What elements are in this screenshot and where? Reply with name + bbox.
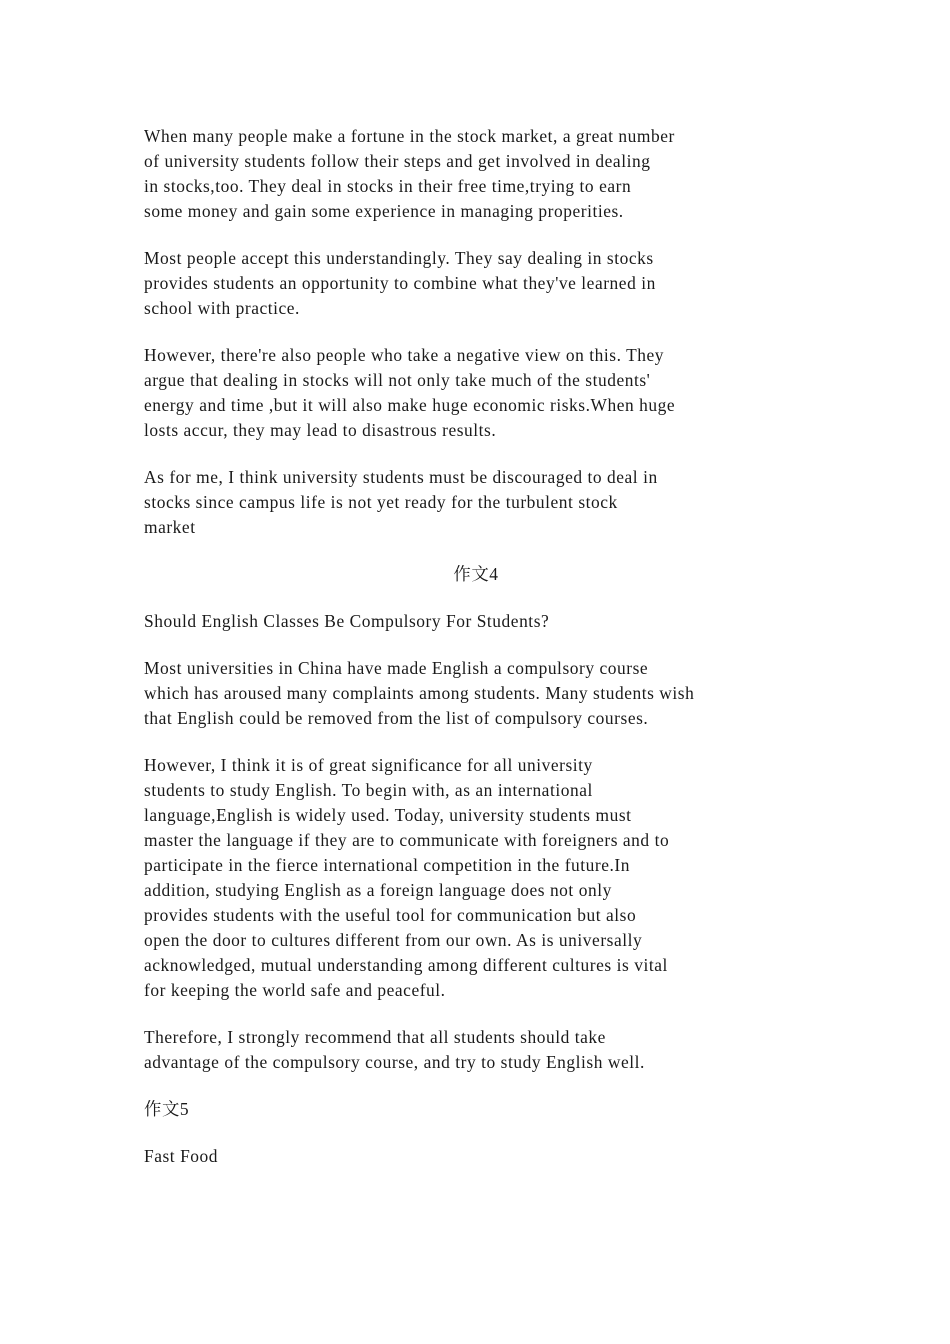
paragraph-english-body: However, I think it is of great significance for all university students to study English. To begin with, as an international language,English is widely used. Today, university students must master the language if they are to communicate with foreigners and to participate in the fierce international competition in the future.In addition, studying English as a foreign language does not only provides students with the useful tool for communication but also open the door to cultures different from our own. As is universally acknowledged, mutual understanding among different cultures is vital for keeping the world safe and peaceful. — [144, 755, 670, 1000]
paragraph-english-conclusion: Therefore, I strongly recommend that all students should take advantage of the compulsory course, and try to study English well. — [144, 1027, 645, 1072]
paragraph-stock-intro: When many people make a fortune in the stock market, a great number of university students follow their steps and get involved in dealing in stocks,too. They deal in stocks in their free time,trying to earn some money and gain some experience in managing properities. — [144, 126, 675, 221]
paragraph-stock-oppose: However, there're also people who take a negative view on this. They argue that dealing in stocks will not only take much of the students' energy and time ,but it will also make huge economic risks.When huge losts accur, they may lead to disastrous results. — [144, 345, 676, 440]
paragraph-english-intro: Most universities in China have made English a compulsory course which has aroused many complaints among students. Many students wish that English could be removed from the list of compulsory courses. — [144, 658, 695, 728]
paragraph-stock-support: Most people accept this understandingly. They say dealing in stocks provides students an opportunity to combine what they've learned in school with practice. — [144, 248, 656, 318]
document-body — [144, 124, 812, 1191]
essay5-label: 作文5 — [144, 1099, 190, 1119]
essay4-label: 作文4 — [453, 564, 499, 584]
paragraph-stock-conclusion: As for me, I think university students must be discouraged to deal in stocks since campus life is not yet ready for the turbulent stock market — [144, 467, 658, 537]
essay4-title: Should English Classes Be Compulsory For Students? — [144, 611, 550, 631]
essay5-title: Fast Food — [144, 1146, 219, 1166]
